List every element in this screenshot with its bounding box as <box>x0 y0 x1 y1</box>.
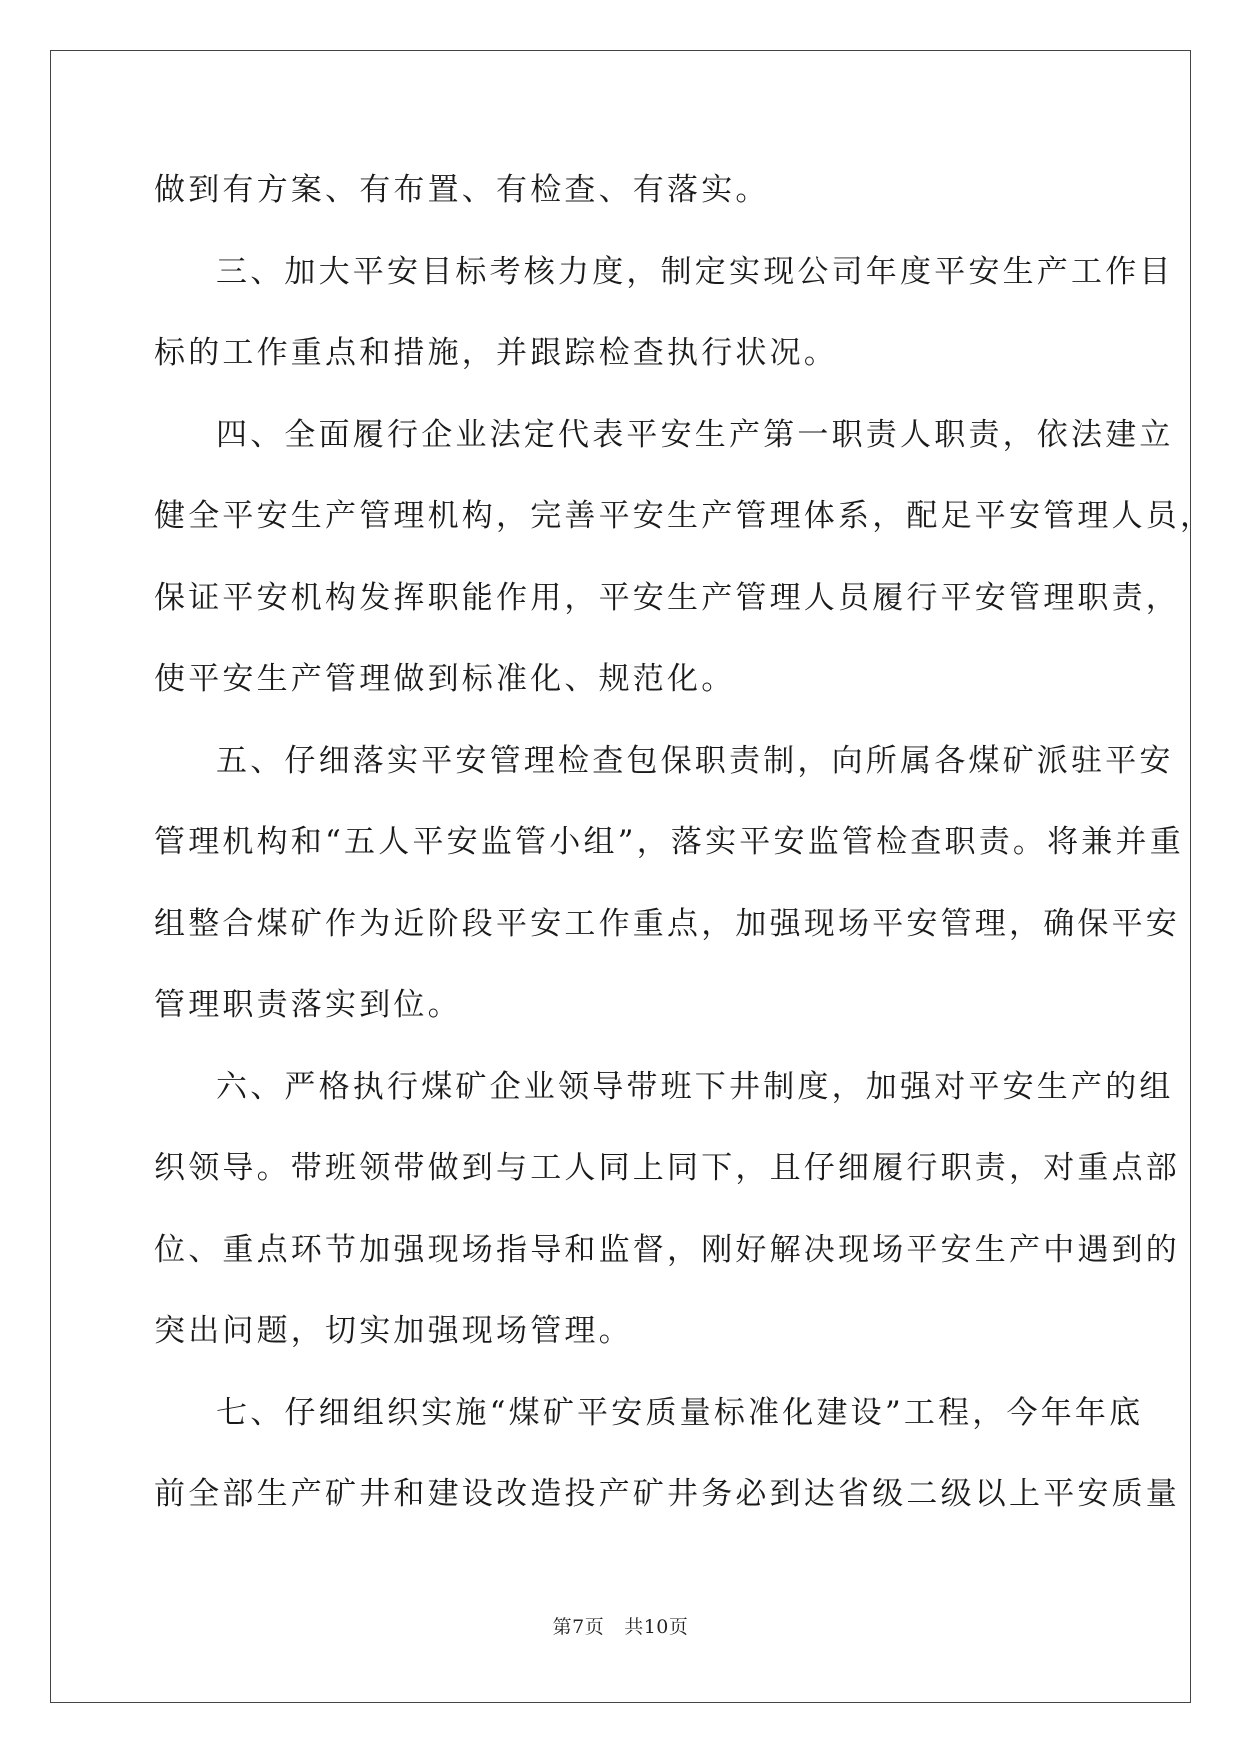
page-footer <box>0 1612 1241 1639</box>
text-line: 管理职责落实到位。 <box>154 987 462 1023</box>
text-line: 六、严格执行煤矿企业领导带班下井制度，加强对平安生产的组 <box>216 1068 1174 1105</box>
text-line: 管理机构和“五人平安监管小组”，落实平安监管检查职责。将兼并重 <box>154 824 1184 860</box>
text-line: 保证平安机构发挥职能作用，平安生产管理人员履行平安管理职责， <box>154 579 1180 616</box>
page-number-total: 共10页 <box>624 1616 689 1638</box>
text-line: 组整合煤矿作为近阶段平安工作重点，加强现场平安管理，确保平安 <box>154 905 1180 942</box>
text-line: 三、加大平安目标考核力度，制定实现公司年度平安生产工作目 <box>216 253 1174 290</box>
text-line: 标的工作重点和措施，并跟踪检查执行状况。 <box>154 335 838 371</box>
text-line: 使平安生产管理做到标准化、规范化。 <box>154 661 736 697</box>
text-line: 织领导。带班领带做到与工人同上同下，且仔细履行职责，对重点部 <box>154 1150 1180 1186</box>
text-line: 四、全面履行企业法定代表平安生产第一职责人职责，依法建立 <box>216 416 1174 453</box>
page-number-current: 第7页 <box>552 1616 605 1638</box>
text-line: 做到有方案、有布置、有检查、有落实。 <box>154 172 770 208</box>
text-line: 前全部生产矿井和建设改造投产矿井务必到达省级二级以上平安质量 <box>154 1476 1180 1512</box>
text-line: 五、仔细落实平安管理检查包保职责制，向所属各煤矿派驻平安 <box>216 742 1174 779</box>
text-line: 健全平安生产管理机构，完善平安生产管理体系，配足平安管理人员， <box>154 498 1215 534</box>
text-line: 七、仔细组织实施“煤矿平安质量标准化建设”工程，今年年底 <box>216 1394 1144 1431</box>
text-line: 突出问题，切实加强现场管理。 <box>154 1313 633 1349</box>
document-body <box>154 160 1215 1546</box>
text-line: 位、重点环节加强现场指导和监督，刚好解决现场平安生产中遇到的 <box>154 1231 1180 1268</box>
